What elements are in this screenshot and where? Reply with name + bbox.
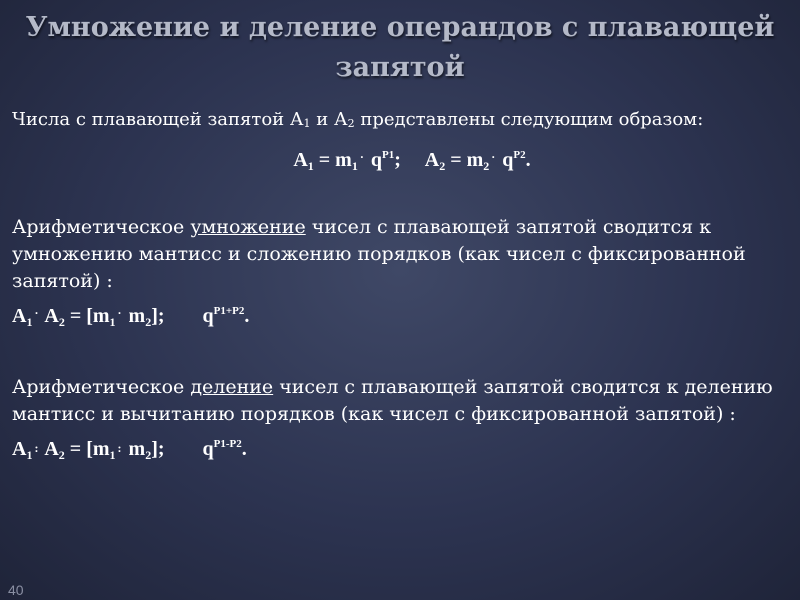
f3-a-sub: 1 [26, 448, 33, 462]
f1-p2-sup: P2 [513, 149, 526, 161]
f3-op2: : [117, 441, 122, 455]
intro-text-after: представлены следующим образом: [354, 109, 704, 130]
title-line-2: запятой [335, 52, 465, 83]
div-text: Арифметическое [12, 376, 191, 398]
mult-text-after: чисел с плавающей запятой сводится к умножению мантисс и сложению порядков (как чисел с фиксированной запятой) : [12, 216, 746, 292]
f1-dot2: · [491, 150, 496, 164]
f1-a: A [293, 149, 308, 171]
f3-end: . [241, 438, 247, 460]
intro-sub-1: 1 [303, 117, 311, 130]
f2-m2-sub: 2 [145, 315, 152, 329]
slide-content [12, 106, 792, 469]
f1-dot: · [359, 150, 364, 164]
division-paragraph [12, 374, 792, 428]
f2-a2: A [40, 305, 59, 327]
f1-a2-sub: 2 [439, 159, 446, 173]
f2-op2: · [117, 306, 122, 320]
intro-text-mid: и А [310, 109, 348, 130]
f3-a2: A [40, 438, 59, 460]
representation-formula [12, 141, 792, 180]
f2-m2: m [123, 305, 146, 327]
f2-q: q [202, 305, 214, 327]
f3-eq: = [m [64, 438, 110, 460]
f3-q-sup: P1-P2 [213, 438, 242, 450]
f1-end: . [525, 149, 531, 171]
f3-m2: m [123, 438, 146, 460]
f2-close: ]; [151, 305, 165, 327]
title-line-1: Умножение и деление операндов с плавающей [25, 12, 775, 43]
f2-end: . [244, 305, 250, 327]
f3-op: : [34, 441, 39, 455]
mult-keyword: умножение [190, 216, 306, 238]
f2-a: A [12, 305, 27, 327]
f3-a2-sub: 2 [58, 448, 65, 462]
f1-q: q [365, 149, 382, 171]
multiplication-formula [12, 297, 792, 336]
f3-q: q [202, 438, 214, 460]
f1-m2-sub: 2 [483, 159, 490, 173]
f3-close: ]; [151, 438, 165, 460]
intro-text: Числа с плавающей запятой А [12, 109, 304, 130]
f1-eq2: = m [445, 149, 484, 171]
mult-text: Арифметическое [12, 216, 191, 238]
f2-eq: = [m [64, 305, 110, 327]
f1-q2: q [497, 149, 514, 171]
slide-title [20, 8, 780, 88]
f1-a-sub: 1 [307, 159, 314, 173]
slide-number: 40 [8, 582, 24, 598]
div-keyword: деление [190, 376, 274, 398]
f1-sep: ; A [394, 149, 440, 171]
intro-paragraph [12, 106, 792, 137]
division-formula [12, 430, 792, 469]
f3-m-sub: 1 [109, 448, 116, 462]
f1-eq: = m [313, 149, 352, 171]
f3-a: A [12, 438, 27, 460]
f3-m2-sub: 2 [145, 448, 152, 462]
f2-a-sub: 1 [26, 315, 33, 329]
f2-q-sup: P1+P2 [213, 305, 245, 317]
intro-sub-2: 2 [347, 117, 355, 130]
div-text-after: чисел с плавающей запятой сводится к делению мантисс и вычитанию порядков (как чисел с фиксированной запятой) : [12, 376, 773, 425]
f2-op: · [34, 306, 39, 320]
f1-p-sup: P1 [381, 149, 395, 161]
multiplication-paragraph [12, 214, 792, 295]
f2-a2-sub: 2 [58, 315, 65, 329]
f1-m-sub: 1 [351, 159, 358, 173]
f2-m-sub: 1 [109, 315, 116, 329]
